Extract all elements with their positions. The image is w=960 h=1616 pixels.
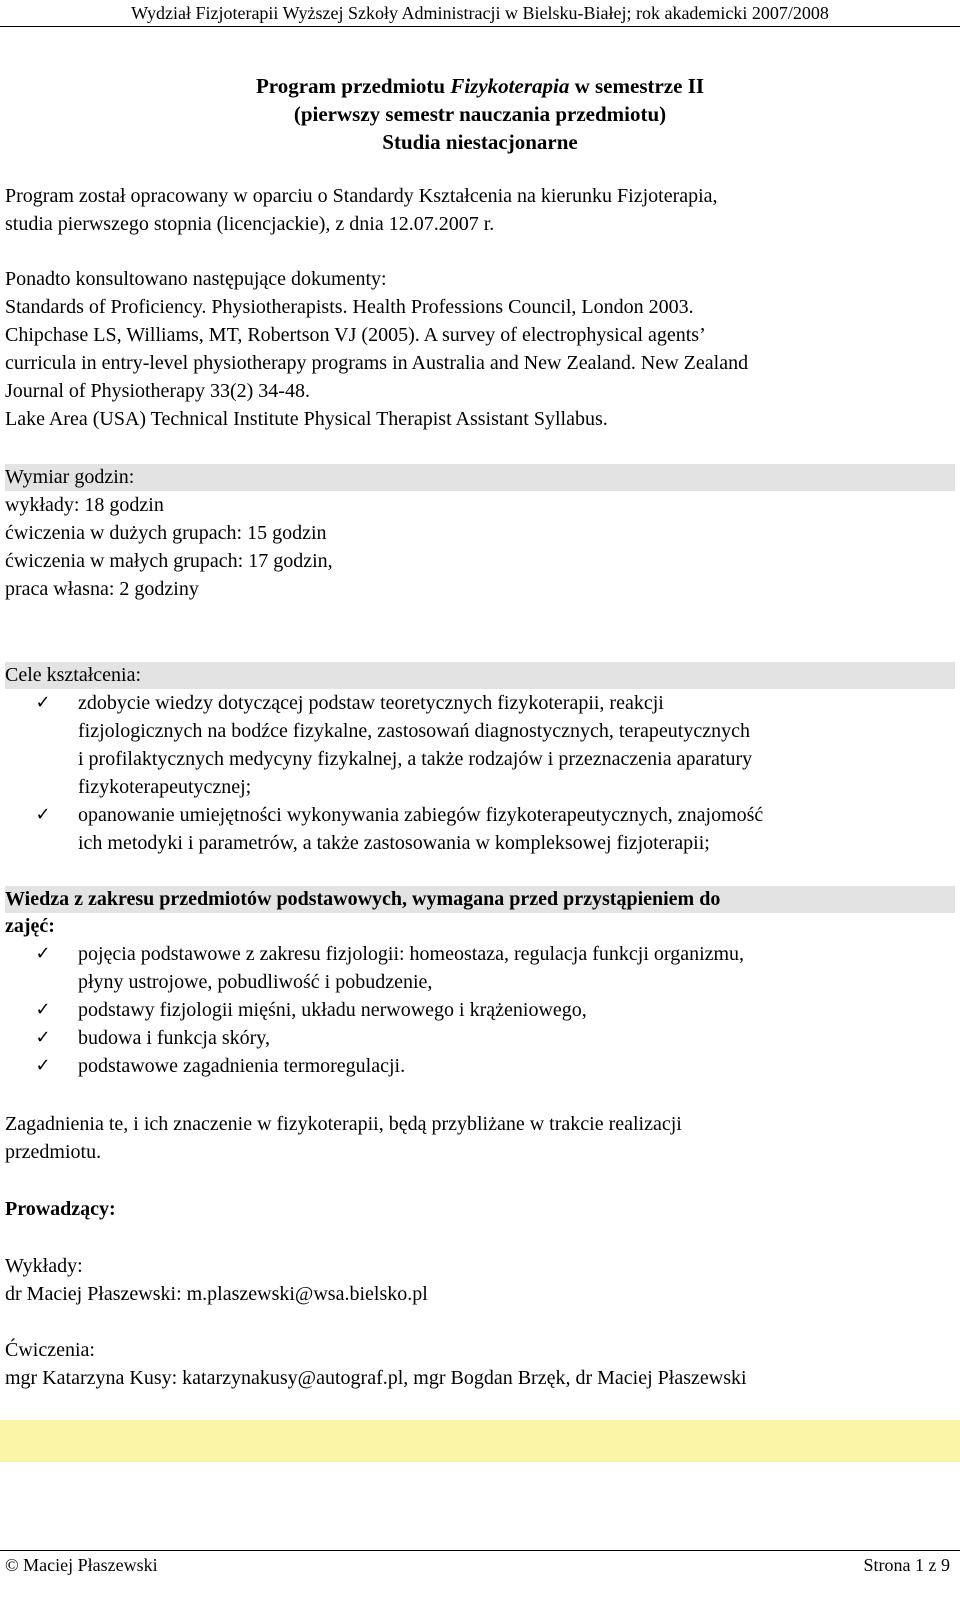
consulted-line: curricula in entry-level physiotherapy programs in Australia and New Zealand. New Zealand — [5, 352, 749, 374]
exercises-label: Ćwiczenia: — [5, 1339, 95, 1361]
list-item-line: fizykoterapeutycznej; — [78, 776, 252, 798]
list-item-line: płyny ustrojowe, pobudliwość i pobudzenie, — [78, 971, 433, 993]
check-icon: ✓ — [35, 1027, 51, 1048]
list-item-line: fizjologicznych na bodźce fizykalne, zastosowań diagnostycznych, terapeutycznych — [78, 720, 750, 742]
consulted-line: Lake Area (USA) Technical Institute Physical Therapist Assistant Syllabus. — [5, 408, 608, 430]
goals-section — [5, 662, 955, 857]
staff-heading: Prowadzący: — [5, 1198, 116, 1220]
footer-divider — [0, 1550, 960, 1551]
title-line-2: (pierwszy semestr nauczania przedmiotu) — [293, 102, 667, 126]
check-icon: ✓ — [35, 804, 51, 825]
hours-line: ćwiczenia w dużych grupach: 15 godzin — [5, 522, 327, 544]
intro-paragraph — [5, 182, 955, 238]
list-item-line: podstawy fizjologii mięśni, układu nerwowego i krążeniowego, — [78, 999, 587, 1021]
document-title — [0, 72, 960, 156]
list-item-line: podstawowe zagadnienia termoregulacji. — [78, 1055, 406, 1077]
prereq-note — [5, 1110, 955, 1166]
note-line: przedmiotu. — [5, 1141, 102, 1163]
consulted-documents — [5, 265, 955, 433]
lecturers — [5, 1252, 955, 1308]
list-item — [5, 996, 955, 1024]
list-item-line: ich metodyki i parametrów, a także zastosowania w kompleksowej fizjoterapii; — [78, 832, 710, 854]
list-item-line: i profilaktycznych medycyny fizykalnej, a także rodzajów i przeznaczenia aparatury — [78, 748, 753, 770]
hours-line: praca własna: 2 godziny — [5, 578, 199, 600]
check-icon: ✓ — [35, 1055, 51, 1076]
title-line-1 — [0, 72, 960, 100]
list-item — [5, 940, 955, 996]
exercise-instructors — [5, 1336, 955, 1392]
lectures-label: Wykłady: — [5, 1255, 83, 1277]
prereq-heading: Wiedza z zakresu przedmiotów podstawowych, wymagana przed przystąpieniem do — [5, 886, 955, 913]
title-line-3: Studia niestacjonarne — [382, 130, 578, 154]
hours-heading: Wymiar godzin: — [5, 464, 955, 491]
list-item — [5, 689, 955, 801]
list-item-line: opanowanie umiejętności wykonywania zabiegów fizykoterapeutycznych, znajomość — [78, 804, 764, 826]
lectures-value: dr Maciej Płaszewski: m.plaszewski@wsa.bielsko.pl — [5, 1283, 428, 1305]
title-suffix: w semestrze II — [569, 74, 705, 98]
prerequisites-section — [5, 886, 955, 1080]
prereq-list — [5, 940, 955, 1080]
list-item — [5, 801, 955, 857]
title-subject: Fizykoterapia — [450, 74, 570, 98]
exercises-value: mgr Katarzyna Kusy: katarzynakusy@autograf.pl, mgr Bogdan Brzęk, dr Maciej Płaszewski — [5, 1367, 747, 1389]
hours-line: wykłady: 18 godzin — [5, 494, 164, 516]
page-footer — [5, 1552, 950, 1578]
page-number: Strona 1 z 9 — [863, 1555, 950, 1575]
list-item-line: pojęcia podstawowe z zakresu fizjologii: homeostaza, regulacja funkcji organizmu, — [78, 943, 745, 965]
goals-heading: Cele kształcenia: — [5, 662, 955, 689]
footer-author: © Maciej Płaszewski — [5, 1555, 158, 1575]
list-item — [5, 1024, 955, 1052]
consulted-line: Journal of Physiotherapy 33(2) 34-48. — [5, 380, 310, 402]
title-prefix: Program przedmiotu — [255, 74, 451, 98]
running-header: Wydział Fizjoterapii Wyższej Szkoły Administracji w Bielsku-Białej; rok akademicki 2007/2008 — [0, 0, 960, 27]
intro-line: Program został opracowany w oparciu o Standardy Kształcenia na kierunku Fizjoterapia, — [5, 185, 718, 207]
check-icon: ✓ — [35, 692, 51, 713]
goals-list — [5, 689, 955, 857]
list-item-line: zdobycie wiedzy dotyczącej podstaw teoretycznych fizykoterapii, reakcji — [78, 692, 664, 714]
prereq-heading-cont: zajęć: — [5, 915, 55, 937]
check-icon: ✓ — [35, 943, 51, 964]
consulted-line: Chipchase LS, Williams, MT, Robertson VJ (2005). A survey of electrophysical agents’ — [5, 324, 706, 346]
consulted-line: Standards of Proficiency. Physiotherapists. Health Professions Council, London 2003. — [5, 296, 694, 318]
note-line: Zagadnienia te, i ich znaczenie w fizykoterapii, będą przybliżane w trakcie realizacji — [5, 1113, 682, 1135]
intro-line: studia pierwszego stopnia (licencjackie), z dnia 12.07.2007 r. — [5, 213, 495, 235]
highlight-bar — [0, 1420, 960, 1462]
hours-section — [5, 464, 955, 603]
staff-section — [5, 1196, 955, 1223]
hours-line: ćwiczenia w małych grupach: 17 godzin, — [5, 550, 333, 572]
consulted-heading: Ponadto konsultowano następujące dokumenty: — [5, 268, 387, 290]
list-item-line: budowa i funkcja skóry, — [78, 1027, 270, 1049]
check-icon: ✓ — [35, 999, 51, 1020]
list-item — [5, 1052, 955, 1080]
